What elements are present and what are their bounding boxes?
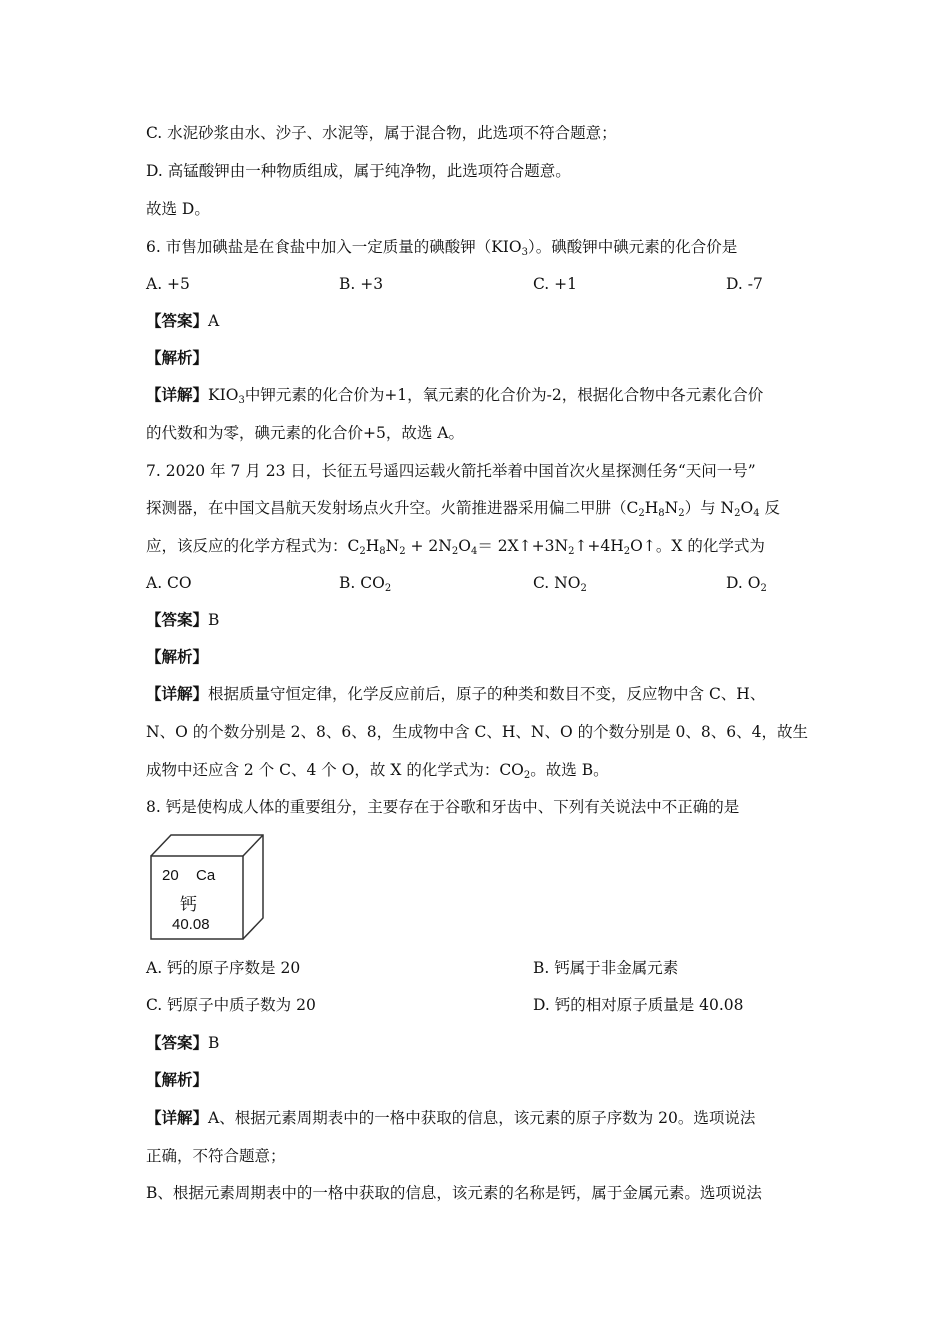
- calcium-element-cell: [148, 832, 266, 944]
- q7-option-a: A. CO: [146, 574, 192, 592]
- q7-option-d: D. $O_2$: [726, 574, 767, 594]
- q8-detail-line2: 正确，不符合题意；: [146, 1147, 286, 1165]
- q8-option-a: A. 钙的原子序数是 20: [146, 959, 301, 977]
- q7-detail-line2: N、O 的个数分别是 2、8、6、8，生成物中含 C、H、N、O 的个数分别是 0、8、6、4，故生: [146, 723, 808, 741]
- option-d-text: D. 高锰酸钾由一种物质组成，属于纯净物，此选项符合题意。: [146, 162, 571, 180]
- q8-option-b: B. 钙属于非金属元素: [533, 959, 679, 977]
- q6-option-a: A. +5: [146, 275, 190, 293]
- q8-detail-line3: B、根据元素周期表中的一格中获取的信息，该元素的名称是钙，属于金属元素。选项说法: [146, 1184, 762, 1202]
- q8-detail-line1: 【详解】A、根据元素周期表中的一格中获取的信息，该元素的原子序数为 20。选项说法: [146, 1108, 756, 1127]
- q7-answer: 【答案】B: [146, 610, 220, 629]
- q7-analysis: 【解析】: [146, 647, 209, 666]
- q6-detail-line1: 【详解】$KIO_3$中钾元素的化合价为+1，氧元素的化合价为-2，根据化合物中各元素化合价: [146, 385, 764, 406]
- q6-answer: 【答案】A: [146, 311, 220, 330]
- q8-option-d: D. 钙的相对原子质量是 40.08: [533, 996, 744, 1014]
- q8-answer: 【答案】B: [146, 1033, 220, 1052]
- q6-stem: 6. 市售加碘盐是在食盐中加入一定质量的碘酸钾$(KIO_3)$。碘酸钾中碘元素的化合价是: [146, 238, 738, 258]
- q6-detail-line2: 的代数和为零，碘元素的化合价+5，故选 A。: [146, 424, 464, 442]
- q7-stem-line3: 应，该反应的化学方程式为：$C_2H_8N_2 + 2N_2O_4=$ $2X↑+3N_2↑+4H_2O↑$。X 的化学式为: [146, 537, 765, 557]
- q7-stem-line2: 探测器，在中国文昌航天发射场点火升空。火箭推进器采用偏二甲肼$(C_2H_8N_2)$与 $N_2O_4$ 反: [146, 499, 780, 519]
- q7-detail-line3: 成物中还应含 2 个 C、4 个 O，故 X 的化学式为：$CO_2$。故选 B。: [146, 761, 609, 781]
- q6-analysis: 【解析】: [146, 348, 209, 367]
- q8-analysis: 【解析】: [146, 1070, 209, 1089]
- q7-detail-line1: 【详解】根据质量守恒定律，化学反应前后，原子的种类和数目不变，反应物中含 C、H、: [146, 684, 766, 703]
- option-c-text: C. 水泥砂浆由水、沙子、水泥等，属于混合物，此选项不符合题意；: [146, 124, 617, 142]
- cube-top-edge: [243, 835, 263, 856]
- q6-option-c: C. +1: [533, 275, 578, 293]
- q8-option-c: C. 钙原子中质子数为 20: [146, 996, 316, 1014]
- element-name: 钙: [180, 895, 197, 915]
- q6-option-d: D. -7: [726, 275, 763, 293]
- atomic-number: 20: [162, 867, 179, 884]
- q7-stem-line1: 7. 2020 年 7 月 23 日，长征五号遥四运载火箭托举着中国首次火星探测任务“天问一号”: [146, 462, 756, 480]
- q7-option-c: C. $NO_2$: [533, 574, 587, 594]
- q7-option-b: B. $CO_2$: [339, 574, 392, 594]
- atomic-mass: 40.08: [172, 916, 210, 933]
- q8-stem: 8. 钙是使构成人体的重要组分，主要存在于谷歌和牙齿中、下列有关说法中不正确的是: [146, 798, 740, 816]
- q6-option-b: B. +3: [339, 275, 384, 293]
- element-symbol: Ca: [196, 867, 216, 884]
- conclusion-text: 故选 D。: [146, 200, 210, 218]
